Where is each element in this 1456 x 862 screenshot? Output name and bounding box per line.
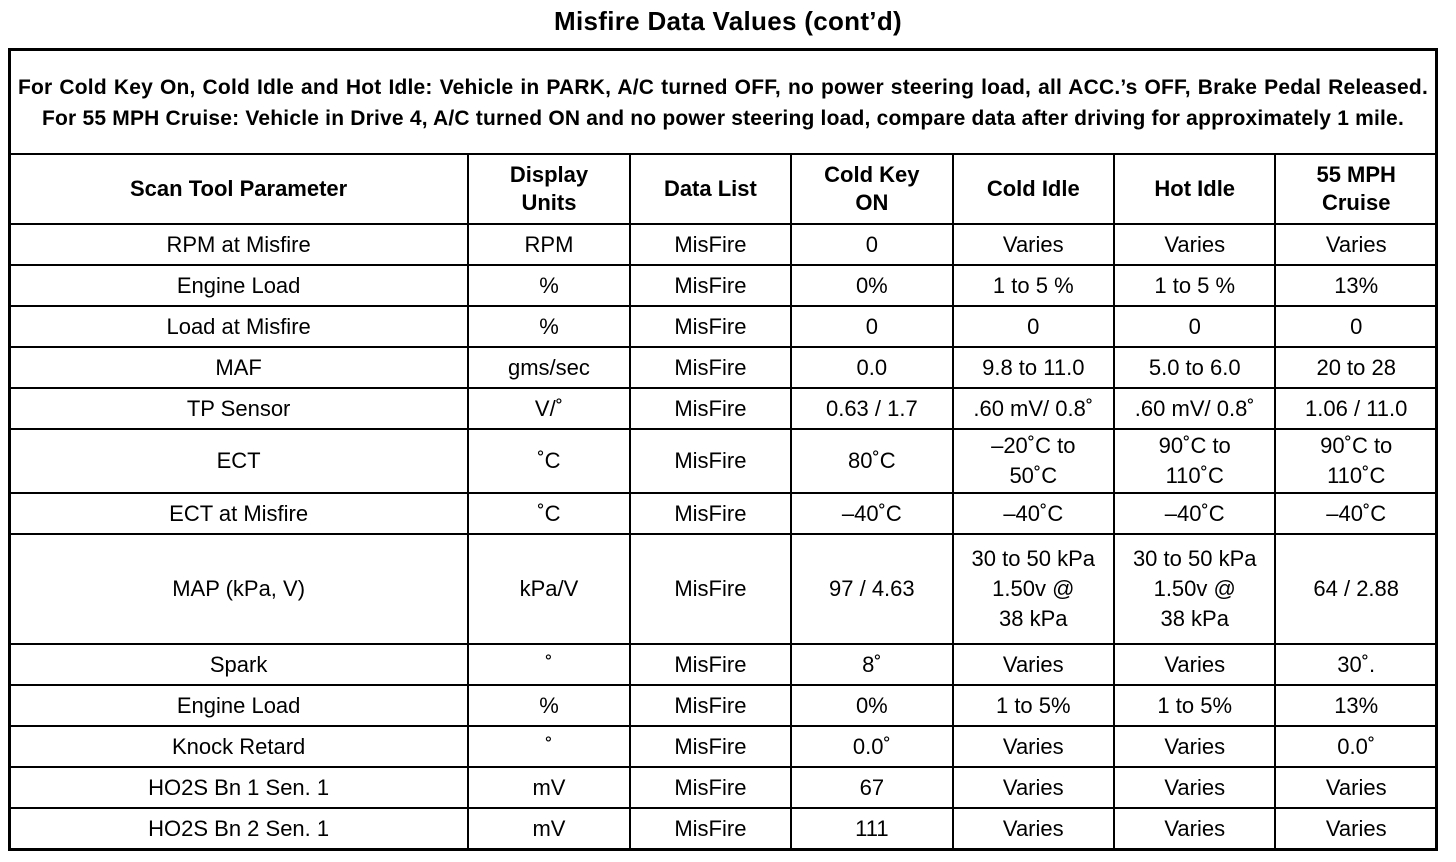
cell-data-list: MisFire (630, 429, 791, 493)
cell-cold-idle: .60 mV/ 0.8˚ (953, 388, 1114, 429)
header-hot-idle: Hot Idle (1114, 154, 1275, 224)
cell-line: 110˚C (1165, 463, 1224, 488)
cell-cruise: Varies (1275, 224, 1437, 265)
cell-parameter: MAP (kPa, V) (9, 534, 468, 644)
cell-cruise: 64 / 2.88 (1275, 534, 1437, 644)
cell-cruise: Varies (1275, 808, 1437, 849)
cell-parameter: ECT at Misfire (9, 493, 468, 534)
cell-cold-idle: Varies (953, 224, 1114, 265)
cell-units: ˚ (468, 726, 629, 767)
cell-cruise: –40˚C (1275, 493, 1437, 534)
cell-units: ˚ (468, 644, 629, 685)
cell-data-list: MisFire (630, 644, 791, 685)
page-title: Misfire Data Values (cont’d) (554, 6, 902, 36)
cell-hot-idle: Varies (1114, 224, 1275, 265)
cell-cold-idle: 1 to 5 % (953, 265, 1114, 306)
cell-cold-key-on: 0% (791, 685, 952, 726)
cell-parameter: MAF (9, 347, 468, 388)
cell-data-list: MisFire (630, 347, 791, 388)
cell-line: 30 to 50 kPa (1132, 546, 1257, 571)
cell-data-list: MisFire (630, 224, 791, 265)
cell-cold-key-on: 0 (791, 306, 952, 347)
cell-cold-idle: –40˚C (953, 493, 1114, 534)
cell-line: 30 to 50 kPa (971, 546, 1096, 571)
cell-cold-key-on: 111 (791, 808, 952, 849)
cell-parameter: Knock Retard (9, 726, 468, 767)
cell-data-list: MisFire (630, 808, 791, 849)
cell-parameter: Spark (9, 644, 468, 685)
cell-cold-key-on: 0.0 (791, 347, 952, 388)
cell-cold-idle: 1 to 5% (953, 685, 1114, 726)
cell-hot-idle: 1 to 5 % (1114, 265, 1275, 306)
cell-hot-idle: 1 to 5% (1114, 685, 1275, 726)
cell-cruise: 1.06 / 11.0 (1275, 388, 1437, 429)
cell-cruise: Varies (1275, 767, 1437, 808)
cell-hot-idle: 0 (1114, 306, 1275, 347)
cell-parameter: HO2S Bn 1 Sen. 1 (9, 767, 468, 808)
cell-units: ˚C (468, 493, 629, 534)
cell-line: 38 kPa (1160, 606, 1229, 631)
cell-units: kPa/V (468, 534, 629, 644)
cell-cold-idle: Varies (953, 808, 1114, 849)
header-units-line: Units (521, 190, 577, 215)
cell-cold-key-on: 0.63 / 1.7 (791, 388, 952, 429)
header-parameter: Scan Tool Parameter (9, 154, 468, 224)
cell-parameter: Engine Load (9, 685, 468, 726)
cell-line: 38 kPa (999, 606, 1068, 631)
cell-data-list: MisFire (630, 767, 791, 808)
cell-cold-key-on: 0 (791, 224, 952, 265)
cell-hot-idle: Varies (1114, 767, 1275, 808)
cell-cold-key-on: 8˚ (791, 644, 952, 685)
cell-cold-key-on: 97 / 4.63 (791, 534, 952, 644)
cell-cold-idle: Varies (953, 644, 1114, 685)
cell-units: ˚C (468, 429, 629, 493)
cell-parameter: HO2S Bn 2 Sen. 1 (9, 808, 468, 849)
cell-hot-idle: Varies (1114, 726, 1275, 767)
cell-cold-idle: Varies (953, 767, 1114, 808)
cell-units: % (468, 265, 629, 306)
cell-cruise: 0 (1275, 306, 1437, 347)
table-outer-border (8, 48, 1438, 851)
cell-data-list: MisFire (630, 685, 791, 726)
cell-hot-idle: Varies (1114, 644, 1275, 685)
cell-cold-idle: Varies (953, 726, 1114, 767)
cell-line: 1.50v @ (992, 576, 1075, 601)
cell-data-list: MisFire (630, 388, 791, 429)
header-cold-key-on-line: Cold Key (824, 162, 920, 187)
header-cruise-line: Cruise (1321, 190, 1391, 215)
cell-cold-key-on: 67 (791, 767, 952, 808)
cell-cruise: 0.0˚ (1275, 726, 1437, 767)
cell-data-list: MisFire (630, 306, 791, 347)
cell-data-list: MisFire (630, 493, 791, 534)
cell-cruise: 13% (1275, 265, 1437, 306)
cell-data-list: MisFire (630, 726, 791, 767)
cell-hot-idle: –40˚C (1114, 493, 1275, 534)
cell-units: V/˚ (468, 388, 629, 429)
cell-cold-key-on: 80˚C (791, 429, 952, 493)
cell-hot-idle: .60 mV/ 0.8˚ (1114, 388, 1275, 429)
header-cold-idle: Cold Idle (953, 154, 1114, 224)
cell-line: 90˚C to (1320, 433, 1393, 458)
cell-line: 90˚C to (1158, 433, 1231, 458)
cell-cold-key-on: 0% (791, 265, 952, 306)
header-cruise-line: 55 MPH (1316, 162, 1396, 187)
cell-line: 50˚C (1009, 463, 1058, 488)
cell-units: mV (468, 767, 629, 808)
cell-data-list: MisFire (630, 265, 791, 306)
cell-parameter: Engine Load (9, 265, 468, 306)
cell-parameter: Load at Misfire (9, 306, 468, 347)
cell-units: % (468, 685, 629, 726)
cell-hot-idle: 5.0 to 6.0 (1114, 347, 1275, 388)
cell-cold-idle: 9.8 to 11.0 (953, 347, 1114, 388)
cell-parameter: ECT (9, 429, 468, 493)
cell-parameter: RPM at Misfire (9, 224, 468, 265)
header-cold-key-on-line: ON (855, 190, 889, 215)
cell-cold-idle: 0 (953, 306, 1114, 347)
cell-parameter: TP Sensor (9, 388, 468, 429)
cell-units: gms/sec (468, 347, 629, 388)
cell-cold-key-on: –40˚C (791, 493, 952, 534)
cell-units: RPM (468, 224, 629, 265)
cell-line: 1.50v @ (1153, 576, 1236, 601)
cell-units: % (468, 306, 629, 347)
header-data-list: Data List (630, 154, 791, 224)
cell-line: –20˚C to (991, 433, 1076, 458)
header-units-line: Display (509, 162, 589, 187)
cell-cold-key-on: 0.0˚ (791, 726, 952, 767)
cell-cruise: 20 to 28 (1275, 347, 1437, 388)
cell-units: mV (468, 808, 629, 849)
cell-hot-idle: Varies (1114, 808, 1275, 849)
cell-line: 110˚C (1327, 463, 1386, 488)
cell-data-list: MisFire (630, 534, 791, 644)
cell-cruise: 13% (1275, 685, 1437, 726)
cell-cruise: 30˚. (1275, 644, 1437, 685)
conditions-note: For Cold Key On, Cold Idle and Hot Idle: Vehicle in PARK, A/C turned OFF, no power steering load, all ACC.’s OFF, Brake Pedal Released. For 55 MPH Cruise: Vehicle in Drive 4, A/C turned ON and no power steering load, compare data after driving for approximately 1 mile. (9, 49, 1437, 154)
